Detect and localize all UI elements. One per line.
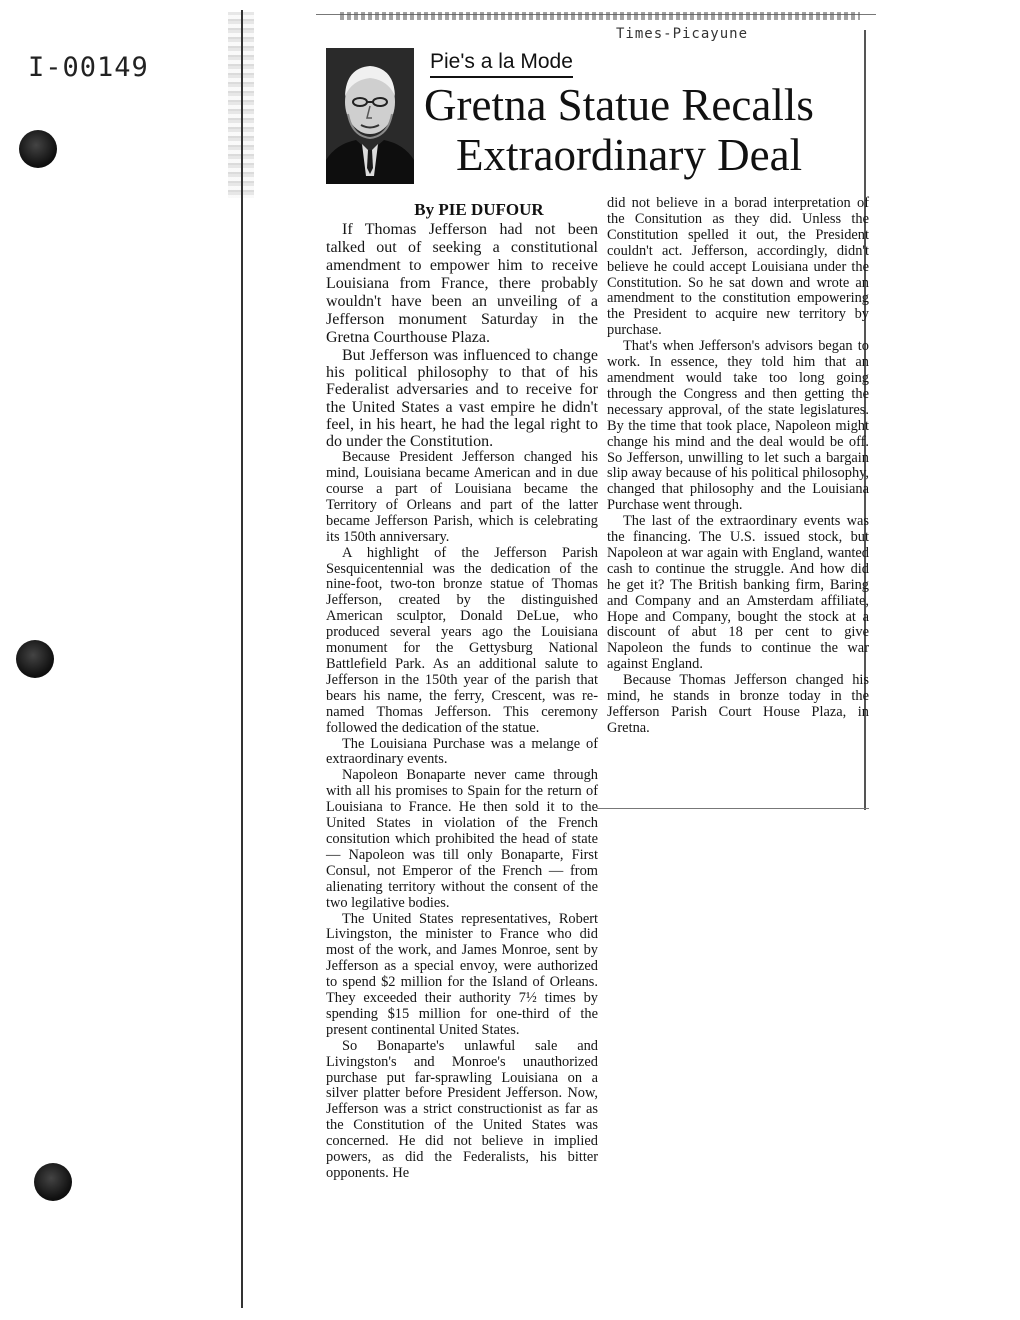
punch-hole-middle [16, 640, 54, 678]
article-paragraph: Because President Jefferson changed his mind, Louisiana became American and in due course a part of Louisiana became the Territory of Orleans and part of the latter became Jefferson Parish, which is celebrating its 150th anniversary. [326, 449, 598, 545]
article-paragraph: But Jefferson was influenced to change his political philosophy to that of his Federalist adversaries and to receive for the United States a vast empire he didn't feel, in his heart, he had the legal right to do under the Constitution. [326, 347, 598, 451]
headline-line-2: Extraordinary Deal [456, 130, 803, 180]
headline [424, 80, 864, 180]
article-paragraph: If Thomas Jefferson had not been talked out of seeking a constitutional amendment to empower him to receive Louisiana from France, there probably wouldn't have been an unveiling of a Jefferson monument Saturday in the Gretna Courthouse Plaza. [326, 221, 598, 346]
article-paragraph: The Louisiana Purchase was a melange of extraordinary events. [326, 735, 598, 768]
article-paragraph: Napoleon Bonaparte never came through with all his promises to Spain for the return of Louisiana to France. He then sold it to the United States in violation of the French consitution which prohibited the head of state — Napoleon was till only Bonaparte, First Consul, not Emperor of the French — from alienating territory without the consent of the two legilative bodies. [326, 767, 598, 911]
byline: By PIE DUFOUR [414, 200, 544, 219]
punch-hole-bottom [34, 1163, 72, 1201]
column-kicker: Pie's a la Mode [430, 50, 573, 78]
article-column-1 [326, 200, 598, 1182]
article-paragraph: A highlight of the Jefferson Parish Sesquicentennial was the dedication of the nine-foot, two-ton bronze statue of Thomas Jefferson, created by the distinguished American sculptor, Donald DeLue, who produced several years ago the Louisiana monument for the Gettysburg National Battlefield Park. As an additional salute to Jefferson in the 150th year of the parish that bears his name, the ferry, Crescent, was re-named Thomas Jefferson. This ceremony followed the dedication of the statue. [326, 544, 598, 736]
article-paragraph: So Bonaparte's unlawful sale and Livingston's and Monroe's unauthorized purchase put far-sprawling Louisiana on a silver platter before President Jefferson. Now, Jefferson was a strict constructionist as far as the Constitution of the United States was concerned. He did not believe in implied powers, as did the Federalists, his bitter opponents. He [326, 1037, 598, 1181]
document-id-stamp: I-00149 [28, 52, 149, 83]
author-photo [326, 48, 414, 184]
article-paragraph: The United States representatives, Robert Livingston, the minister to France who did most of the work, and James Monroe, sent by Jefferson as a special envoy, were authorized to spend $2 million for the Island of Orleans. They exceeded their authority 7½ times by spending $15 million for one-third of the present continental United States. [326, 910, 598, 1038]
clipping-left-edge [241, 10, 243, 1308]
cut-masthead-strip [340, 12, 860, 20]
article-paragraph: The last of the extraordinary events was the financing. The U.S. issued stock, but Napoleon at war again with England, wanted cash to continue the struggle. And how did he get it? The British banking firm, Baring and Company and an Amsterdam affiliate, Hope and Company, bought the stock at a discount of abut 18 per cent to give Napoleon the funds to continue the war against England. [607, 513, 869, 673]
article-column-2 [607, 196, 869, 737]
article-paragraph: did not believe in a borad interpretation of the Consitution as they did. Unless the Constitution spelled it out, the President couldn't act. Jefferson, accordingly, didn't believe he could accept Louisiana under the Constitution. So he sat down and wrote an amendment to the constitution empowering the President to acquire new territory by purchase. [607, 195, 869, 339]
author-portrait-icon [326, 48, 414, 184]
punch-hole-top [19, 130, 57, 168]
source-annotation: Times-Picayune [616, 26, 749, 42]
article-paragraph: Because Thomas Jefferson changed his mind, he stands in bronze today in the Jefferson Parish Court House Plaza, in Gretna. [607, 672, 869, 736]
headline-line-1: Gretna Statue Recalls [424, 80, 814, 130]
clipping-bottom-edge [597, 808, 869, 809]
article-paragraph: That's when Jefferson's advisors began to work. In essence, they told him that an amendment would take too long going through the Congress and then getting the necessary approval, of the state legislatures. By the time that took place, Napoleon might change his mind and the deal would be off. So Jefferson, unwilling to let such a bargain slip away because of his political philosophy, changed that philosophy and the Louisiana Purchase went through. [607, 338, 869, 514]
